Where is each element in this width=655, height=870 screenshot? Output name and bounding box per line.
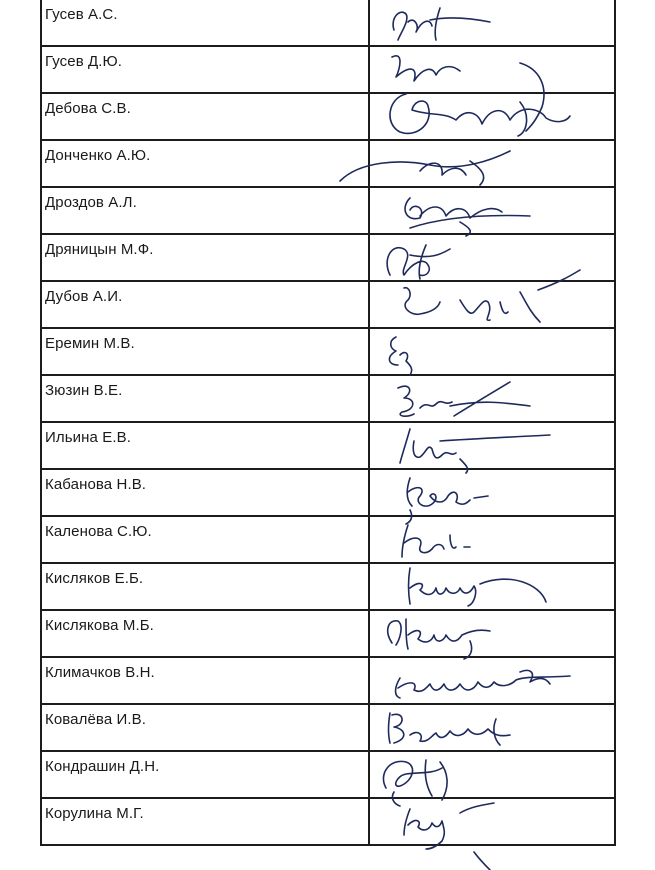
person-name: Донченко А.Ю. [45, 147, 151, 164]
person-name: Кислякова М.Б. [45, 617, 154, 634]
person-name: Гусев А.С. [45, 6, 118, 23]
person-name: Зюзин В.Е. [45, 382, 123, 399]
person-name: Климачков В.Н. [45, 664, 155, 681]
person-name: Дебова С.В. [45, 100, 131, 117]
person-name: Ковалёва И.В. [45, 711, 147, 728]
person-name: Каленова С.Ю. [45, 523, 152, 540]
person-name: Кабанова Н.В. [45, 476, 147, 493]
person-name: Кисляков Е.Б. [45, 570, 144, 587]
person-name: Кондрашин Д.Н. [45, 758, 160, 775]
person-name: Ильина Е.В. [45, 429, 131, 446]
person-name: Дроздов А.Л. [45, 194, 137, 211]
person-name: Еремин М.В. [45, 335, 135, 352]
person-name: Дубов А.И. [45, 288, 123, 305]
person-name: Гусев Д.Ю. [45, 53, 123, 70]
person-name: Корулина М.Г. [45, 805, 144, 822]
person-name: Дряницын М.Ф. [45, 241, 154, 258]
